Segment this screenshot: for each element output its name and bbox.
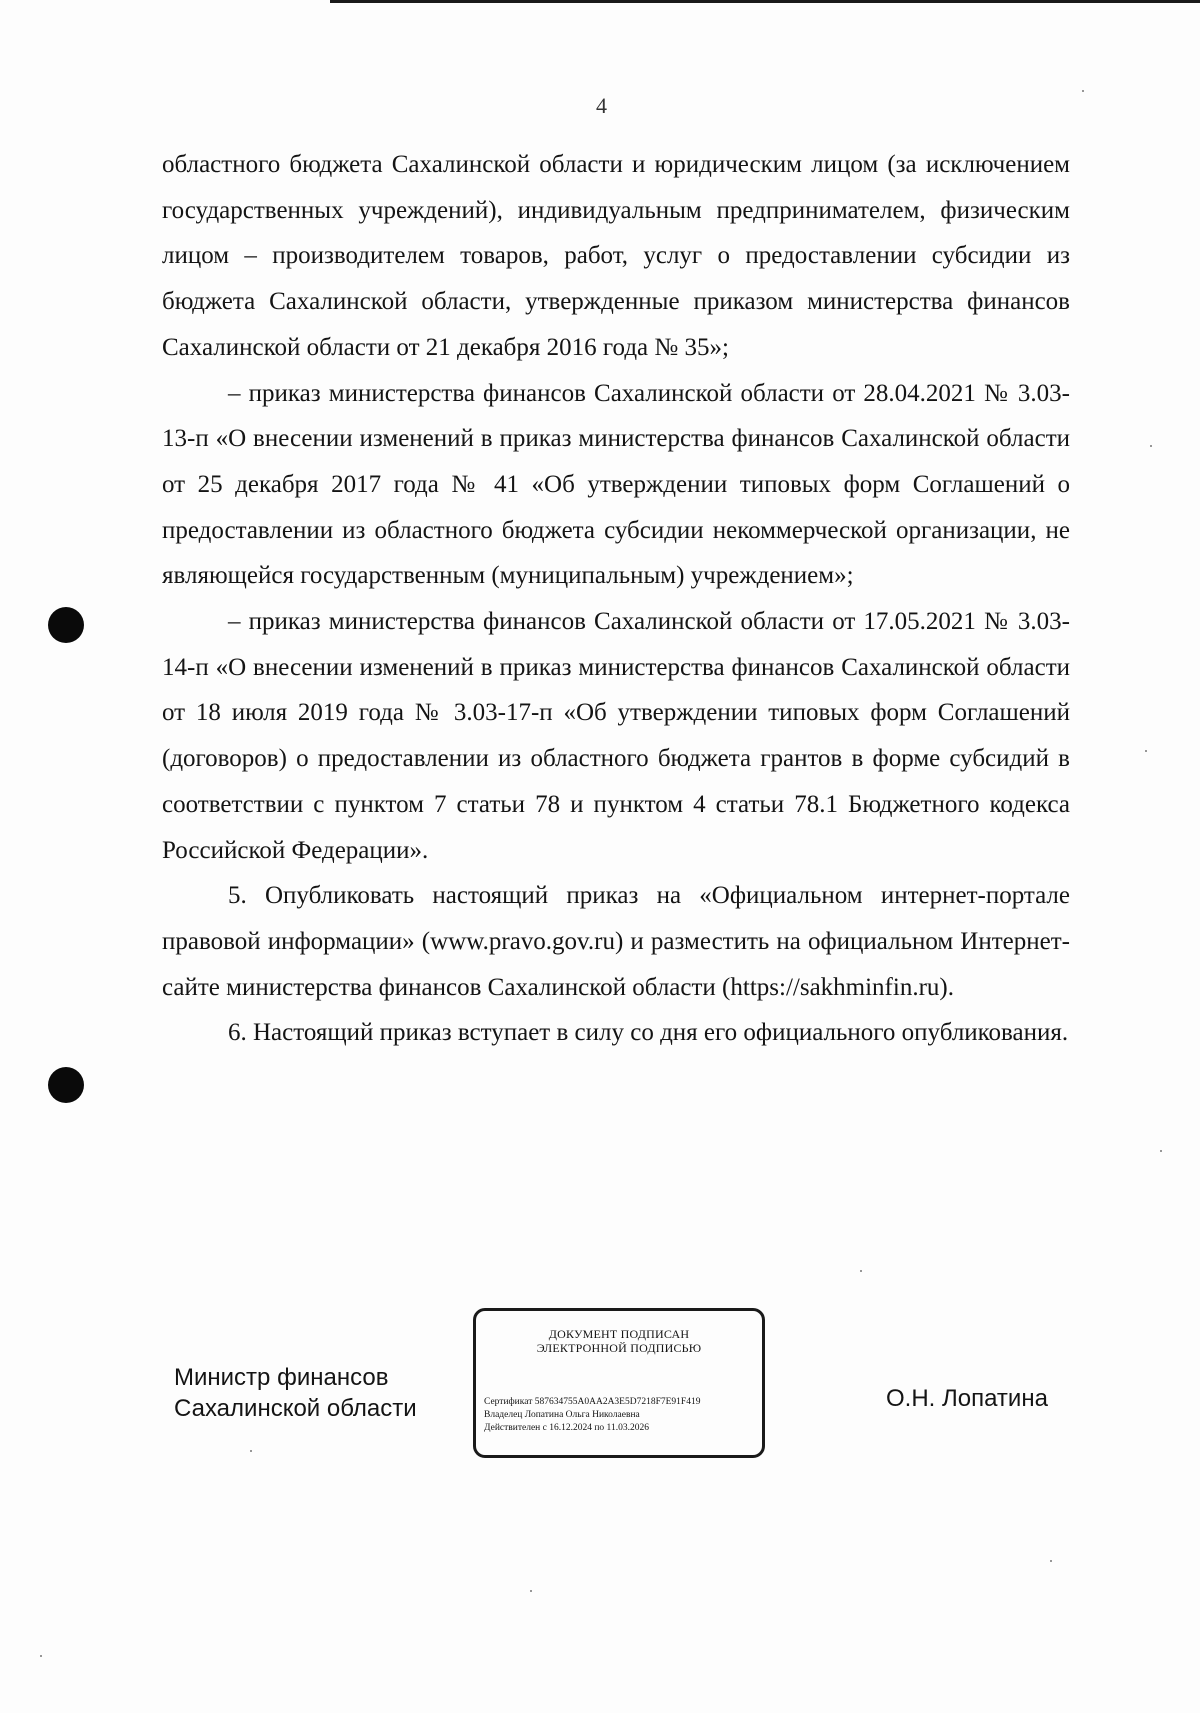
scan-speck [860,1270,862,1272]
punch-hole [48,607,84,643]
document-body [162,142,1070,1056]
paragraph-continuation: областного бюджета Сахалинской области и юридическим лицом (за исключением государственных учреждений), индивидуальным предпринимателем, физическим лицом – производителем товаров, работ, услуг о предоставлении субсидии из бюджета Сахалинской области, утвержденные приказом министерства финансов Сахалинской области от 21 декабря 2016 года № 35»; [162,151,1070,361]
signatory-position [174,1362,417,1424]
stamp-title-line1: ДОКУМЕНТ ПОДПИСАН [548,1327,690,1341]
scan-speck [1150,445,1152,447]
stamp-owner: Владелец Лопатина Ольга Николаевна [484,1410,640,1420]
paragraph-order-17-05-2021: – приказ министерства финансов Сахалинской области от 17.05.2021 № 3.03-14-п «О внесении изменений в приказ министерства финансов Сахалинской области от 18 июля 2019 года № 3.03-17-п «Об утверждении типовых форм Соглашений (договоров) о предоставлении из областного бюджета грантов в форме субсидий в соответствии с пунктом 7 статьи 78 и пунктом 4 статьи 78.1 Бюджетного кодекса Российской Федерации». [162,608,1070,864]
stamp-details [484,1396,756,1435]
paragraph-item-6-effective: 6. Настоящий приказ вступает в силу со дня его официального опубликования. [228,1019,1069,1047]
scan-speck [40,1655,42,1657]
stamp-title-line2: ЭЛЕКТРОННОЙ ПОДПИСЬЮ [536,1341,702,1355]
stamp-validity: Действителен с 16.12.2024 по 11.03.2026 [484,1423,649,1433]
paragraph-item-5-publication: 5. Опубликовать настоящий приказ на «Официальном интернет-портале правовой информации» (www.pravo.gov.ru) и разместить на официальном Интернет-сайте министерства финансов Сахалинской области (https://sakhminfin.ru). [162,882,1070,1001]
signatory-name: О.Н. Лопатина [886,1385,1048,1412]
scan-top-edge [330,0,1200,3]
scan-speck [1160,1150,1162,1152]
signatory-position-line1: Министр финансов [174,1364,389,1391]
scan-speck [1145,750,1147,752]
punch-hole [48,1067,84,1103]
electronic-signature-stamp [473,1308,765,1458]
scan-speck [1050,1560,1052,1562]
signatory-position-line2: Сахалинской области [174,1395,417,1422]
stamp-title [476,1327,762,1355]
scan-speck [250,1450,252,1452]
page-number: 4 [596,93,607,118]
paragraph-order-28-04-2021: – приказ министерства финансов Сахалинской области от 28.04.2021 № 3.03-13-п «О внесении изменений в приказ министерства финансов Сахалинской области от 25 декабря 2017 года № 41 «Об утверждении типовых форм Соглашений о предоставлении из областного бюджета субсидии некоммерческой организации, не являющейся государственным (муниципальным) учреждением»; [162,379,1070,590]
stamp-certificate: Сертификат 587634755A0AA2A3E5D7218F7E91F419 [484,1397,701,1407]
scan-speck [530,1590,532,1592]
scan-speck [1082,90,1084,92]
